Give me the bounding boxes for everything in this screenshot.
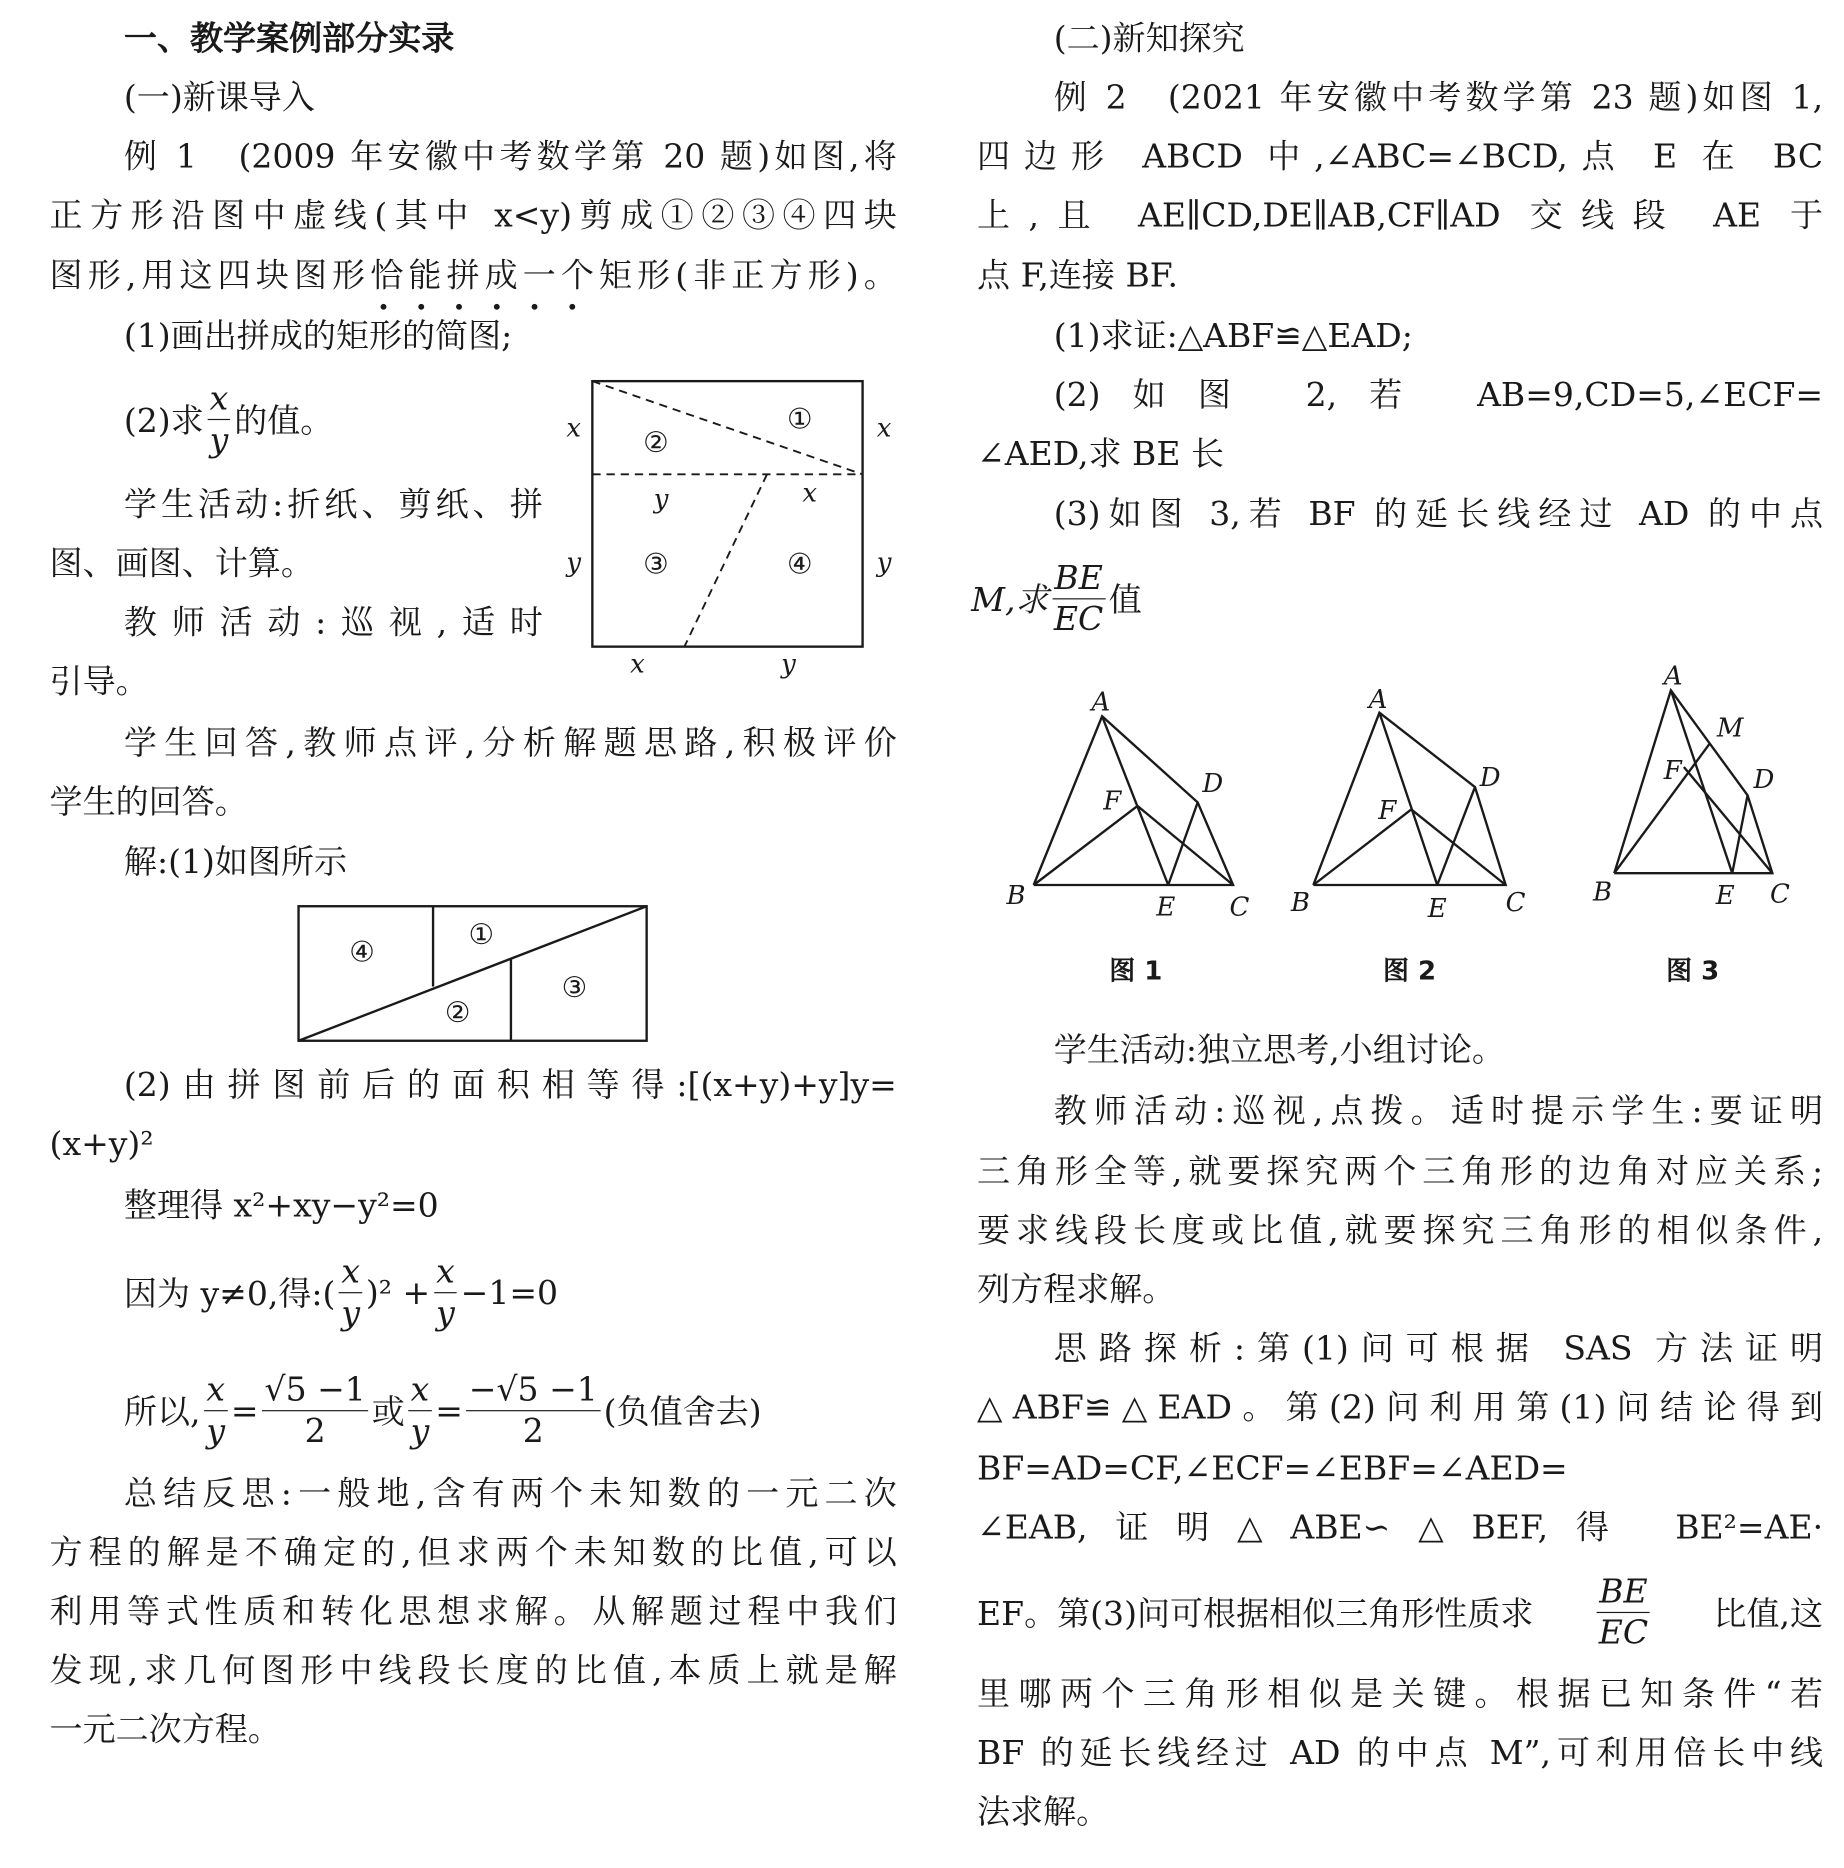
svg-text:A: A bbox=[1091, 687, 1111, 718]
numerator: x bbox=[434, 1251, 457, 1292]
paragraph-line: 列方程求解。 bbox=[977, 1269, 1176, 1309]
figure-3-geometry bbox=[1614, 690, 1775, 873]
text: 因为 y≠0,得:( bbox=[123, 1274, 336, 1314]
svg-text:④: ④ bbox=[349, 935, 375, 969]
paragraph-line: (1)画出拼成的矩形的简图; bbox=[123, 316, 513, 356]
text: 比值,这 bbox=[1713, 1594, 1824, 1634]
svg-text:D: D bbox=[1202, 768, 1224, 799]
emphasis-dots bbox=[381, 304, 576, 310]
paragraph-line: ∠EAB,证明△ABE∽△BEF,得 BE²=AE· bbox=[977, 1508, 1824, 1547]
rectangle-solution-labels bbox=[349, 918, 587, 1029]
square-cut-figure bbox=[592, 381, 862, 646]
paragraph-line: 四边形 ABCD 中,∠ABC=∠BCD,点 E 在 BC bbox=[977, 136, 1824, 176]
paragraph-line: 里哪两个三角形相似是关键。根据已知条件“若 bbox=[977, 1674, 1824, 1714]
text: 所以, bbox=[123, 1392, 201, 1432]
paragraph-line: 利用等式性质和转化思想求解。从解题过程中我们 bbox=[49, 1591, 897, 1631]
text: −1=0 bbox=[460, 1272, 559, 1312]
text: EF。第(3)问可根据相似三角形性质求 bbox=[977, 1594, 1534, 1634]
paragraph-line: 学生活动:独立思考,小组讨论。 bbox=[1053, 1030, 1505, 1070]
numerator: x bbox=[204, 1369, 227, 1410]
svg-text:C: C bbox=[1505, 887, 1526, 918]
paragraph-line: (2)由拼图前后的面积相等得:[(x+y)+y]y= bbox=[123, 1065, 897, 1105]
figure-1-labels bbox=[1006, 687, 1250, 922]
numerator: −√5 −1 bbox=[466, 1369, 600, 1410]
svg-text:x: x bbox=[566, 413, 582, 444]
paragraph-line: 图形,用这四块图形恰能拼成一个矩形(非正方形)。 bbox=[49, 256, 897, 295]
paragraph-line: △ABF≌△EAD。第(2)问利用第(1)问结论得到 bbox=[977, 1387, 1824, 1427]
svg-text:x: x bbox=[876, 413, 892, 444]
svg-text:y: y bbox=[876, 548, 892, 579]
paragraph-line: 三角形全等,就要探究两个三角形的边角对应关系; bbox=[977, 1151, 1824, 1191]
svg-text:E: E bbox=[1427, 893, 1447, 924]
svg-text:③: ③ bbox=[561, 971, 588, 1005]
denominator: EC bbox=[1598, 1612, 1649, 1652]
svg-text:M: M bbox=[1716, 713, 1744, 744]
text: M,求 bbox=[971, 580, 1049, 620]
figure-1-geometry bbox=[1034, 716, 1233, 885]
figure-caption: 图 1 bbox=[1109, 956, 1163, 987]
paragraph-line: 例 2 (2021 年安徽中考数学第 23 题)如图 1, bbox=[1053, 77, 1824, 117]
svg-text:E: E bbox=[1715, 880, 1735, 911]
text: = bbox=[435, 1390, 463, 1430]
text: (负值舍去) bbox=[603, 1392, 762, 1432]
text: 或 bbox=[371, 1392, 405, 1432]
svg-text:A: A bbox=[1368, 684, 1388, 715]
denominator: y bbox=[206, 1410, 226, 1450]
paragraph-line: 总结反思:一般地,含有两个未知数的一元二次 bbox=[123, 1473, 897, 1513]
paragraph-line: 教师活动:巡视,适时 bbox=[123, 602, 543, 642]
paragraph-line: 整理得 x²+xy−y²=0 bbox=[123, 1185, 439, 1225]
paragraph-line: 方程的解是不确定的,但求两个未知数的比值,可以 bbox=[49, 1532, 897, 1572]
denominator: 2 bbox=[304, 1410, 326, 1450]
svg-text:F: F bbox=[1663, 755, 1682, 786]
svg-text:A: A bbox=[1663, 661, 1683, 692]
text: (2)求 bbox=[123, 401, 204, 441]
paragraph-line: 学生的回答。 bbox=[49, 782, 248, 822]
svg-text:C: C bbox=[1769, 879, 1790, 910]
paragraph-line: 学生回答,教师点评,分析解题思路,积极评价 bbox=[123, 723, 897, 763]
numerator: √5 −1 bbox=[262, 1369, 368, 1410]
paragraph-line: BF 的延长线经过 AD 的中点 M”,可利用倍长中线 bbox=[977, 1733, 1824, 1773]
svg-text:F: F bbox=[1103, 786, 1122, 817]
numerator: BE bbox=[1052, 558, 1105, 599]
text: 值 bbox=[1108, 580, 1142, 620]
svg-text:y: y bbox=[566, 548, 582, 579]
section-heading: 一、教学案例部分实录 bbox=[123, 18, 455, 58]
denominator: EC bbox=[1053, 598, 1104, 638]
paragraph-line: (1)求证:△ABF≌△EAD; bbox=[1053, 316, 1413, 356]
svg-text:B: B bbox=[1592, 877, 1613, 908]
figure-2-labels bbox=[1290, 685, 1526, 924]
paragraph-line: (3)如图 3,若 BF 的延长线经过 AD 的中点 bbox=[1053, 494, 1824, 534]
numerator: x bbox=[339, 1251, 362, 1292]
subheading-intro: (一)新课导入 bbox=[123, 77, 315, 117]
paragraph-line: 例 1 (2009 年安徽中考数学第 20 题)如图,将 bbox=[123, 136, 897, 176]
numerator: x bbox=[408, 1369, 431, 1410]
svg-text:x: x bbox=[630, 649, 645, 680]
text: )² + bbox=[365, 1272, 431, 1312]
denominator: y bbox=[410, 1410, 430, 1450]
text: = bbox=[230, 1390, 259, 1430]
paragraph-line: 学生活动:折纸、剪纸、拼 bbox=[123, 484, 543, 524]
svg-text:②: ② bbox=[643, 425, 669, 459]
svg-text:x: x bbox=[802, 478, 818, 509]
paragraph-line: 解:(1)如图所示 bbox=[123, 842, 348, 882]
svg-text:④: ④ bbox=[787, 547, 813, 581]
paragraph-line: 正方形沿图中虚线(其中 x<y)剪成①②③④四块 bbox=[49, 195, 897, 235]
svg-text:②: ② bbox=[444, 995, 471, 1029]
denominator: 2 bbox=[522, 1410, 544, 1450]
text: 的值。 bbox=[234, 401, 334, 441]
paragraph-line: 要求线段长度或比值,就要探究三角形的相似条件, bbox=[977, 1210, 1824, 1250]
svg-text:y: y bbox=[653, 484, 669, 515]
svg-text:①: ① bbox=[787, 402, 813, 436]
figure-caption: 图 3 bbox=[1666, 956, 1720, 987]
svg-text:y: y bbox=[781, 649, 796, 680]
svg-text:D: D bbox=[1479, 762, 1501, 793]
figure-caption: 图 2 bbox=[1382, 956, 1437, 987]
svg-text:①: ① bbox=[468, 917, 494, 951]
paragraph-line: ∠AED,求 BE 长 bbox=[977, 434, 1225, 474]
svg-text:B: B bbox=[1006, 880, 1026, 911]
svg-text:③: ③ bbox=[643, 547, 669, 581]
square-cut-labels bbox=[565, 402, 891, 679]
numerator: BE bbox=[1597, 1571, 1650, 1612]
paragraph-line: 教师活动:巡视,点拨。适时提示学生:要证明 bbox=[1053, 1091, 1824, 1131]
subheading-explore: (二)新知探究 bbox=[1053, 18, 1245, 58]
svg-text:B: B bbox=[1290, 887, 1310, 918]
figure-2-geometry bbox=[1313, 713, 1505, 885]
svg-text:C: C bbox=[1229, 892, 1250, 923]
denominator: y bbox=[341, 1292, 360, 1332]
denominator: y bbox=[436, 1292, 455, 1332]
paragraph-line: 点 F,连接 BF. bbox=[977, 256, 1179, 295]
paragraph-line: 引导。 bbox=[49, 661, 149, 701]
paragraph-line: (x+y)² bbox=[49, 1124, 154, 1164]
paragraph-line: 上,且 AE∥CD,DE∥AB,CF∥AD 交线段 AE 于 bbox=[977, 195, 1824, 235]
paragraph-line: 思路探析:第(1)问可根据 SAS 方法证明 bbox=[1053, 1328, 1824, 1368]
svg-text:E: E bbox=[1156, 892, 1176, 923]
svg-text:F: F bbox=[1378, 795, 1397, 826]
paragraph-line: 法求解。 bbox=[977, 1792, 1110, 1832]
paragraph-line: BF=AD=CF,∠ECF=∠EBF=∠AED= bbox=[977, 1449, 1568, 1488]
numerator: x bbox=[207, 378, 230, 419]
paragraph-line: 图、画图、计算。 bbox=[49, 543, 314, 583]
denominator: y bbox=[209, 419, 229, 459]
paragraph-line: 一元二次方程。 bbox=[49, 1709, 281, 1749]
paragraph-line: 发现,求几何图形中线段长度的比值,本质上就是解 bbox=[49, 1650, 897, 1690]
svg-text:D: D bbox=[1753, 765, 1775, 796]
paragraph-line: (2)如图 2,若 AB=9,CD=5,∠ECF= bbox=[1053, 375, 1824, 415]
